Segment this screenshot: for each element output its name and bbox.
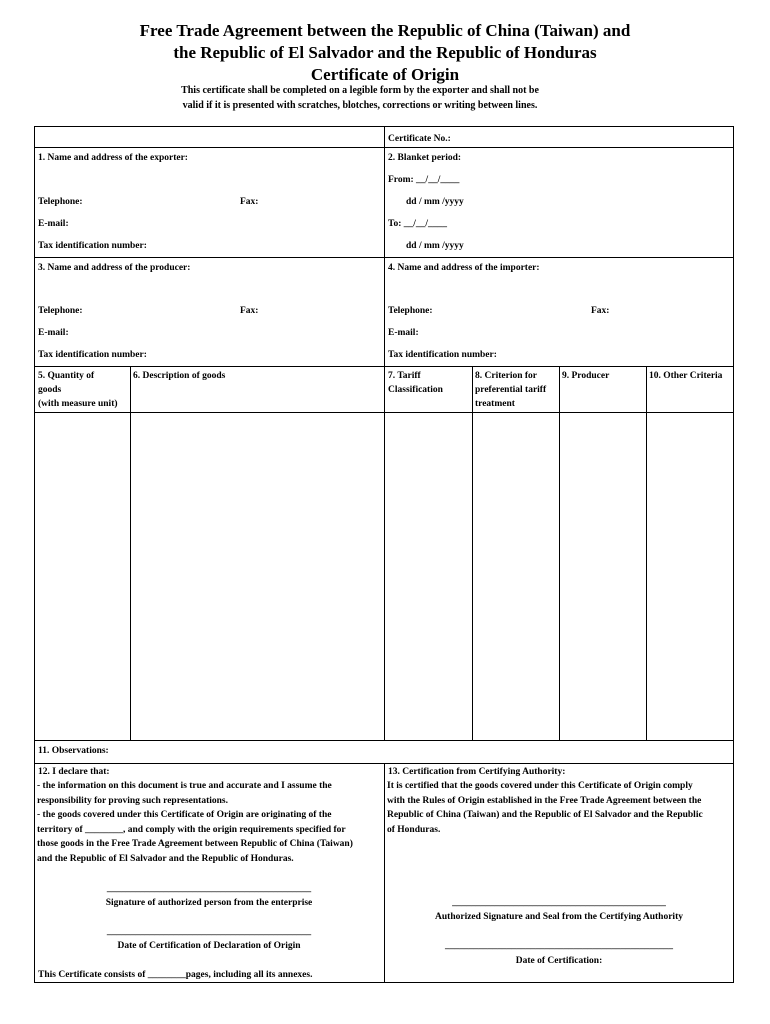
importer-tax-id-field[interactable]: Tax identification number:: [388, 350, 497, 360]
observations-heading: 11. Observations:: [38, 746, 109, 756]
declaration-line: - the information on this document is true and accurate and I assume the: [37, 781, 332, 791]
col-7-header-line-1: 7. Tariff: [388, 371, 421, 381]
title-line-3: Certificate of Origin: [310, 65, 460, 84]
col-5-header-line-2: goods: [38, 385, 62, 395]
col-8-header-line-1: 8. Criterion for: [475, 371, 537, 381]
col-5-header-line-3: (with measure unit): [38, 399, 118, 409]
pages-note: This Certificate consists of ________pages, including all its annexes.: [38, 970, 313, 980]
certification-line: Republic of China (Taiwan) and the Republic of El Salvador and the Republic: [387, 810, 703, 821]
divider-top-left: [34, 147, 384, 148]
declaration-heading: 12. I declare that:: [38, 767, 110, 777]
title-line-1: Free Trade Agreement between the Republic of China (Taiwan) and: [139, 21, 631, 40]
declaration-line: and the Republic of El Salvador and the Republic of Honduras.: [37, 853, 294, 864]
col-5-header-line-1: 5. Quantity of: [38, 371, 95, 381]
producer-email-field[interactable]: E-mail:: [38, 328, 69, 338]
exporter-telephone-field[interactable]: Telephone:: [38, 197, 83, 207]
authority-signature-label: Authorized Signature and Seal from the Certifying Authority: [435, 912, 683, 922]
certification-heading: 13. Certification from Certifying Authority:: [388, 767, 566, 777]
divider-col-9: [559, 366, 560, 740]
exporter-heading: 1. Name and address of the exporter:: [38, 153, 188, 163]
blanket-to-field[interactable]: To: __/__/____: [388, 219, 448, 229]
declaration-line: territory of ________, and comply with the origin requirements specified for: [37, 824, 346, 835]
blanket-from-field[interactable]: From: __/__/____: [388, 175, 460, 185]
divider-col-7: [384, 366, 385, 740]
divider-observations: [34, 740, 734, 741]
divider-col-6: [130, 366, 131, 740]
divider-vertical-top: [384, 126, 385, 366]
producer-heading: 3. Name and address of the producer:: [38, 263, 191, 273]
col-7-header-line-2: Classification: [388, 385, 443, 395]
validity-note-line-1: This certificate shall be completed on a legible form by the exporter and shall not be: [181, 85, 539, 96]
exporter-email-field[interactable]: E-mail:: [38, 219, 69, 229]
divider-cert-no: [384, 147, 734, 148]
certification-date-label: Date of Certification:: [515, 956, 603, 966]
exporter-signature-label: Signature of authorized person from the enterprise: [105, 898, 313, 908]
col-9-header: 9. Producer: [562, 371, 610, 381]
importer-email-field[interactable]: E-mail:: [388, 328, 419, 338]
exporter-fax-field[interactable]: Fax:: [240, 197, 259, 207]
col-8-header-line-2: preferential tariff: [475, 385, 547, 395]
producer-tax-id-field[interactable]: Tax identification number:: [38, 350, 147, 360]
certification-date-line[interactable]: ________________________________________________: [445, 941, 673, 951]
certification-line: It is certified that the goods covered under this Certificate of Origin comply: [387, 781, 693, 791]
importer-fax-field[interactable]: Fax:: [591, 306, 610, 316]
validity-note-line-2: valid if it is presented with scratches, blotches, corrections or writing between lines.: [182, 100, 538, 111]
col-8-header-line-3: treatment: [475, 399, 515, 409]
declaration-date-line[interactable]: ___________________________________________: [106, 927, 312, 937]
certification-line: with the Rules of Origin established in the Free Trade Agreement between the: [387, 795, 702, 806]
declaration-line: - the goods covered under this Certificate of Origin are originating of the: [37, 810, 332, 821]
certification-line: of Honduras.: [387, 824, 441, 835]
declaration-text: [37, 779, 383, 867]
divider-col-8: [472, 366, 473, 740]
producer-fax-field[interactable]: Fax:: [240, 306, 259, 316]
declaration-line: responsibility for proving such representations.: [37, 795, 228, 806]
authority-signature-line[interactable]: _____________________________________________: [452, 898, 666, 908]
certification-text: [387, 779, 733, 837]
declaration-date-label: Date of Certification of Declaration of Origin: [117, 941, 301, 951]
blanket-to-format: dd / mm /yyyy: [406, 241, 464, 251]
blanket-period-heading: 2. Blanket period:: [388, 153, 462, 163]
blanket-from-format: dd / mm /yyyy: [406, 197, 464, 207]
exporter-tax-id-field[interactable]: Tax identification number:: [38, 241, 147, 251]
exporter-signature-line[interactable]: ___________________________________________: [106, 884, 312, 894]
col-6-header: 6. Description of goods: [133, 371, 226, 381]
importer-heading: 4. Name and address of the importer:: [388, 263, 540, 273]
declaration-line: those goods in the Free Trade Agreement between Republic of China (Taiwan): [37, 839, 353, 850]
producer-telephone-field[interactable]: Telephone:: [38, 306, 83, 316]
title-line-2: the Republic of El Salvador and the Republic of Honduras: [173, 43, 597, 62]
importer-telephone-field[interactable]: Telephone:: [388, 306, 433, 316]
col-10-header: 10. Other Criteria: [649, 371, 723, 381]
certificate-no-field[interactable]: Certificate No.:: [388, 134, 451, 144]
divider-col-10: [646, 366, 647, 740]
